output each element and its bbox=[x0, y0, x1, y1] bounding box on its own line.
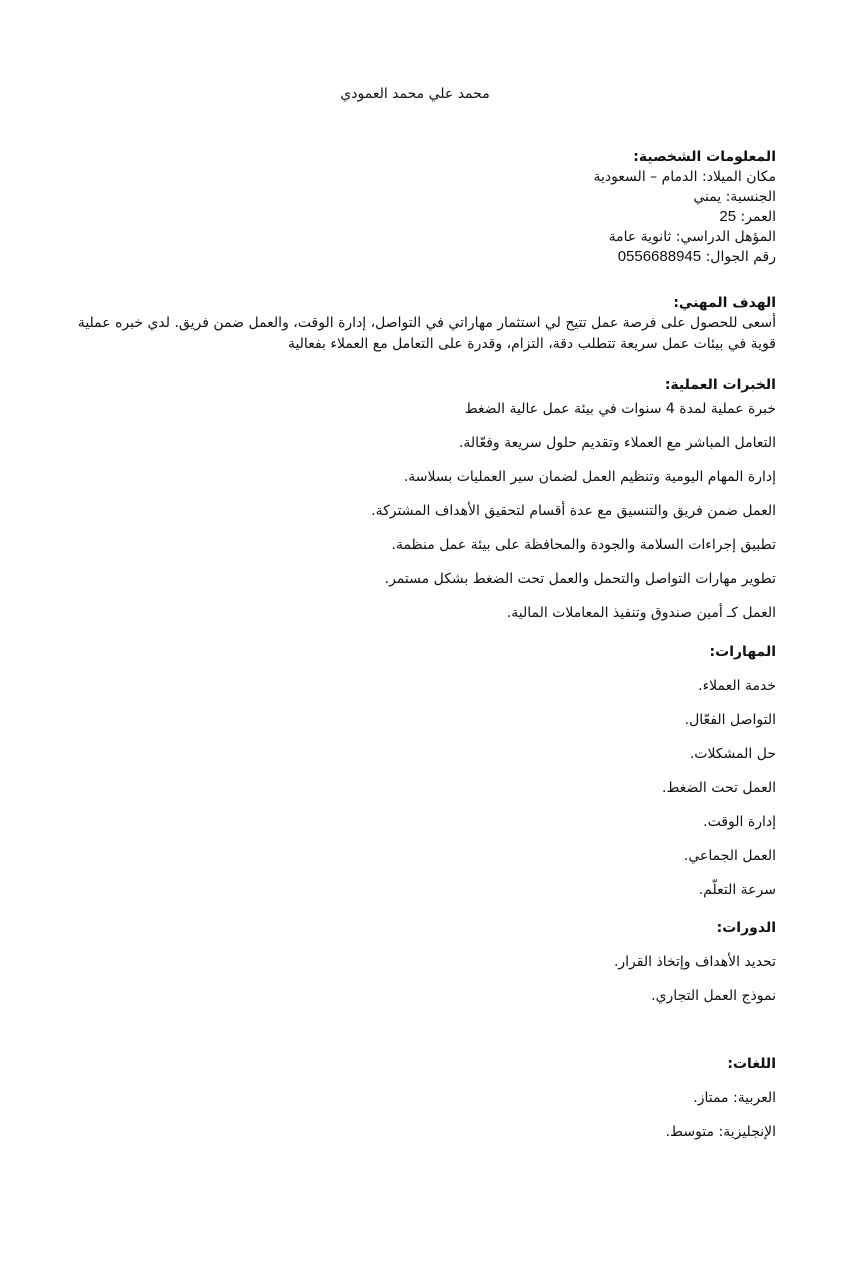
objective-text: أسعى للحصول على فرصة عمل تتيح لي استثمار مهاراتي في التواصل، إدارة الوقت، والعمل ضمن فريق. لدي خبره عملية قوية في بيئات عمل سريعة تتطلب دقة، التزام، وقدرة على التعامل مع العملاء بفعالية bbox=[77, 315, 776, 352]
skill-item: إدارة الوقت. bbox=[703, 814, 776, 830]
skill-item: العمل تحت الضغط. bbox=[662, 780, 776, 796]
experience-item: العمل ضمن فريق والتنسيق مع عدة أقسام لتحقيق الأهداف المشتركة. bbox=[371, 503, 776, 519]
experience-item: التعامل المباشر مع العملاء وتقديم حلول سريعة وفعّالة. bbox=[458, 435, 776, 451]
skill-item: خدمة العملاء. bbox=[698, 678, 776, 694]
education: المؤهل الدراسي: ثانوية عامة bbox=[608, 229, 776, 245]
experience-item: إدارة المهام اليومية وتنظيم العمل لضمان سير العمليات بسلاسة. bbox=[403, 469, 776, 485]
age bbox=[52, 207, 776, 227]
skill-item: سرعة التعلّم. bbox=[698, 882, 776, 898]
course-item: نموذج العمل التجاري. bbox=[651, 988, 776, 1004]
skill-item: التواصل الفعّال. bbox=[684, 712, 776, 728]
languages-section bbox=[52, 1054, 776, 1156]
course-item: تحديد الأهداف وإتخاذ القرار. bbox=[613, 954, 776, 970]
skill-item: العمل الجماعي. bbox=[683, 848, 776, 864]
nationality: الجنسية: يمني bbox=[693, 189, 776, 205]
mobile-label: رقم الجوال: bbox=[701, 249, 776, 265]
personal-info-section bbox=[52, 147, 776, 267]
experience-item: خبرة عملية لمدة 4 سنوات في بيئة عمل عالية الضغط bbox=[464, 401, 776, 417]
birthplace: مكان الميلاد: الدمام – السعودية bbox=[593, 169, 776, 185]
experience-item: تطبيق إجراءات السلامة والجودة والمحافظة على بيئة عمل منظمة. bbox=[391, 537, 776, 553]
age-value: 25 bbox=[719, 208, 737, 225]
experience-item: تطوير مهارات التواصل والتحمل والعمل تحت الضغط بشكل مستمر. bbox=[384, 571, 776, 587]
skills-section bbox=[52, 642, 776, 914]
languages-heading: اللغات: bbox=[727, 1056, 776, 1072]
experience-heading: الخبرات العملية: bbox=[664, 377, 776, 393]
objective-section bbox=[52, 293, 776, 355]
language-item: العربية: ممتاز. bbox=[693, 1090, 776, 1106]
skill-item: حل المشكلات. bbox=[689, 746, 776, 762]
language-item: الإنجليزية: متوسط. bbox=[665, 1124, 776, 1140]
mobile bbox=[52, 247, 776, 267]
courses-heading: الدورات: bbox=[716, 920, 776, 936]
courses-section bbox=[52, 918, 776, 1020]
resume-name: محمد علي محمد العمودي bbox=[340, 86, 490, 102]
age-label: العمر: bbox=[736, 209, 776, 225]
experience-item: العمل كـ أمين صندوق وتنفيذ المعاملات المالية. bbox=[506, 605, 776, 621]
objective-heading: الهدف المهني: bbox=[673, 295, 776, 311]
personal-info-heading: المعلومات الشخصية: bbox=[633, 149, 776, 165]
mobile-value: 0556688945 bbox=[617, 248, 702, 265]
experience-section bbox=[52, 375, 776, 637]
skills-heading: المهارات: bbox=[709, 644, 776, 660]
